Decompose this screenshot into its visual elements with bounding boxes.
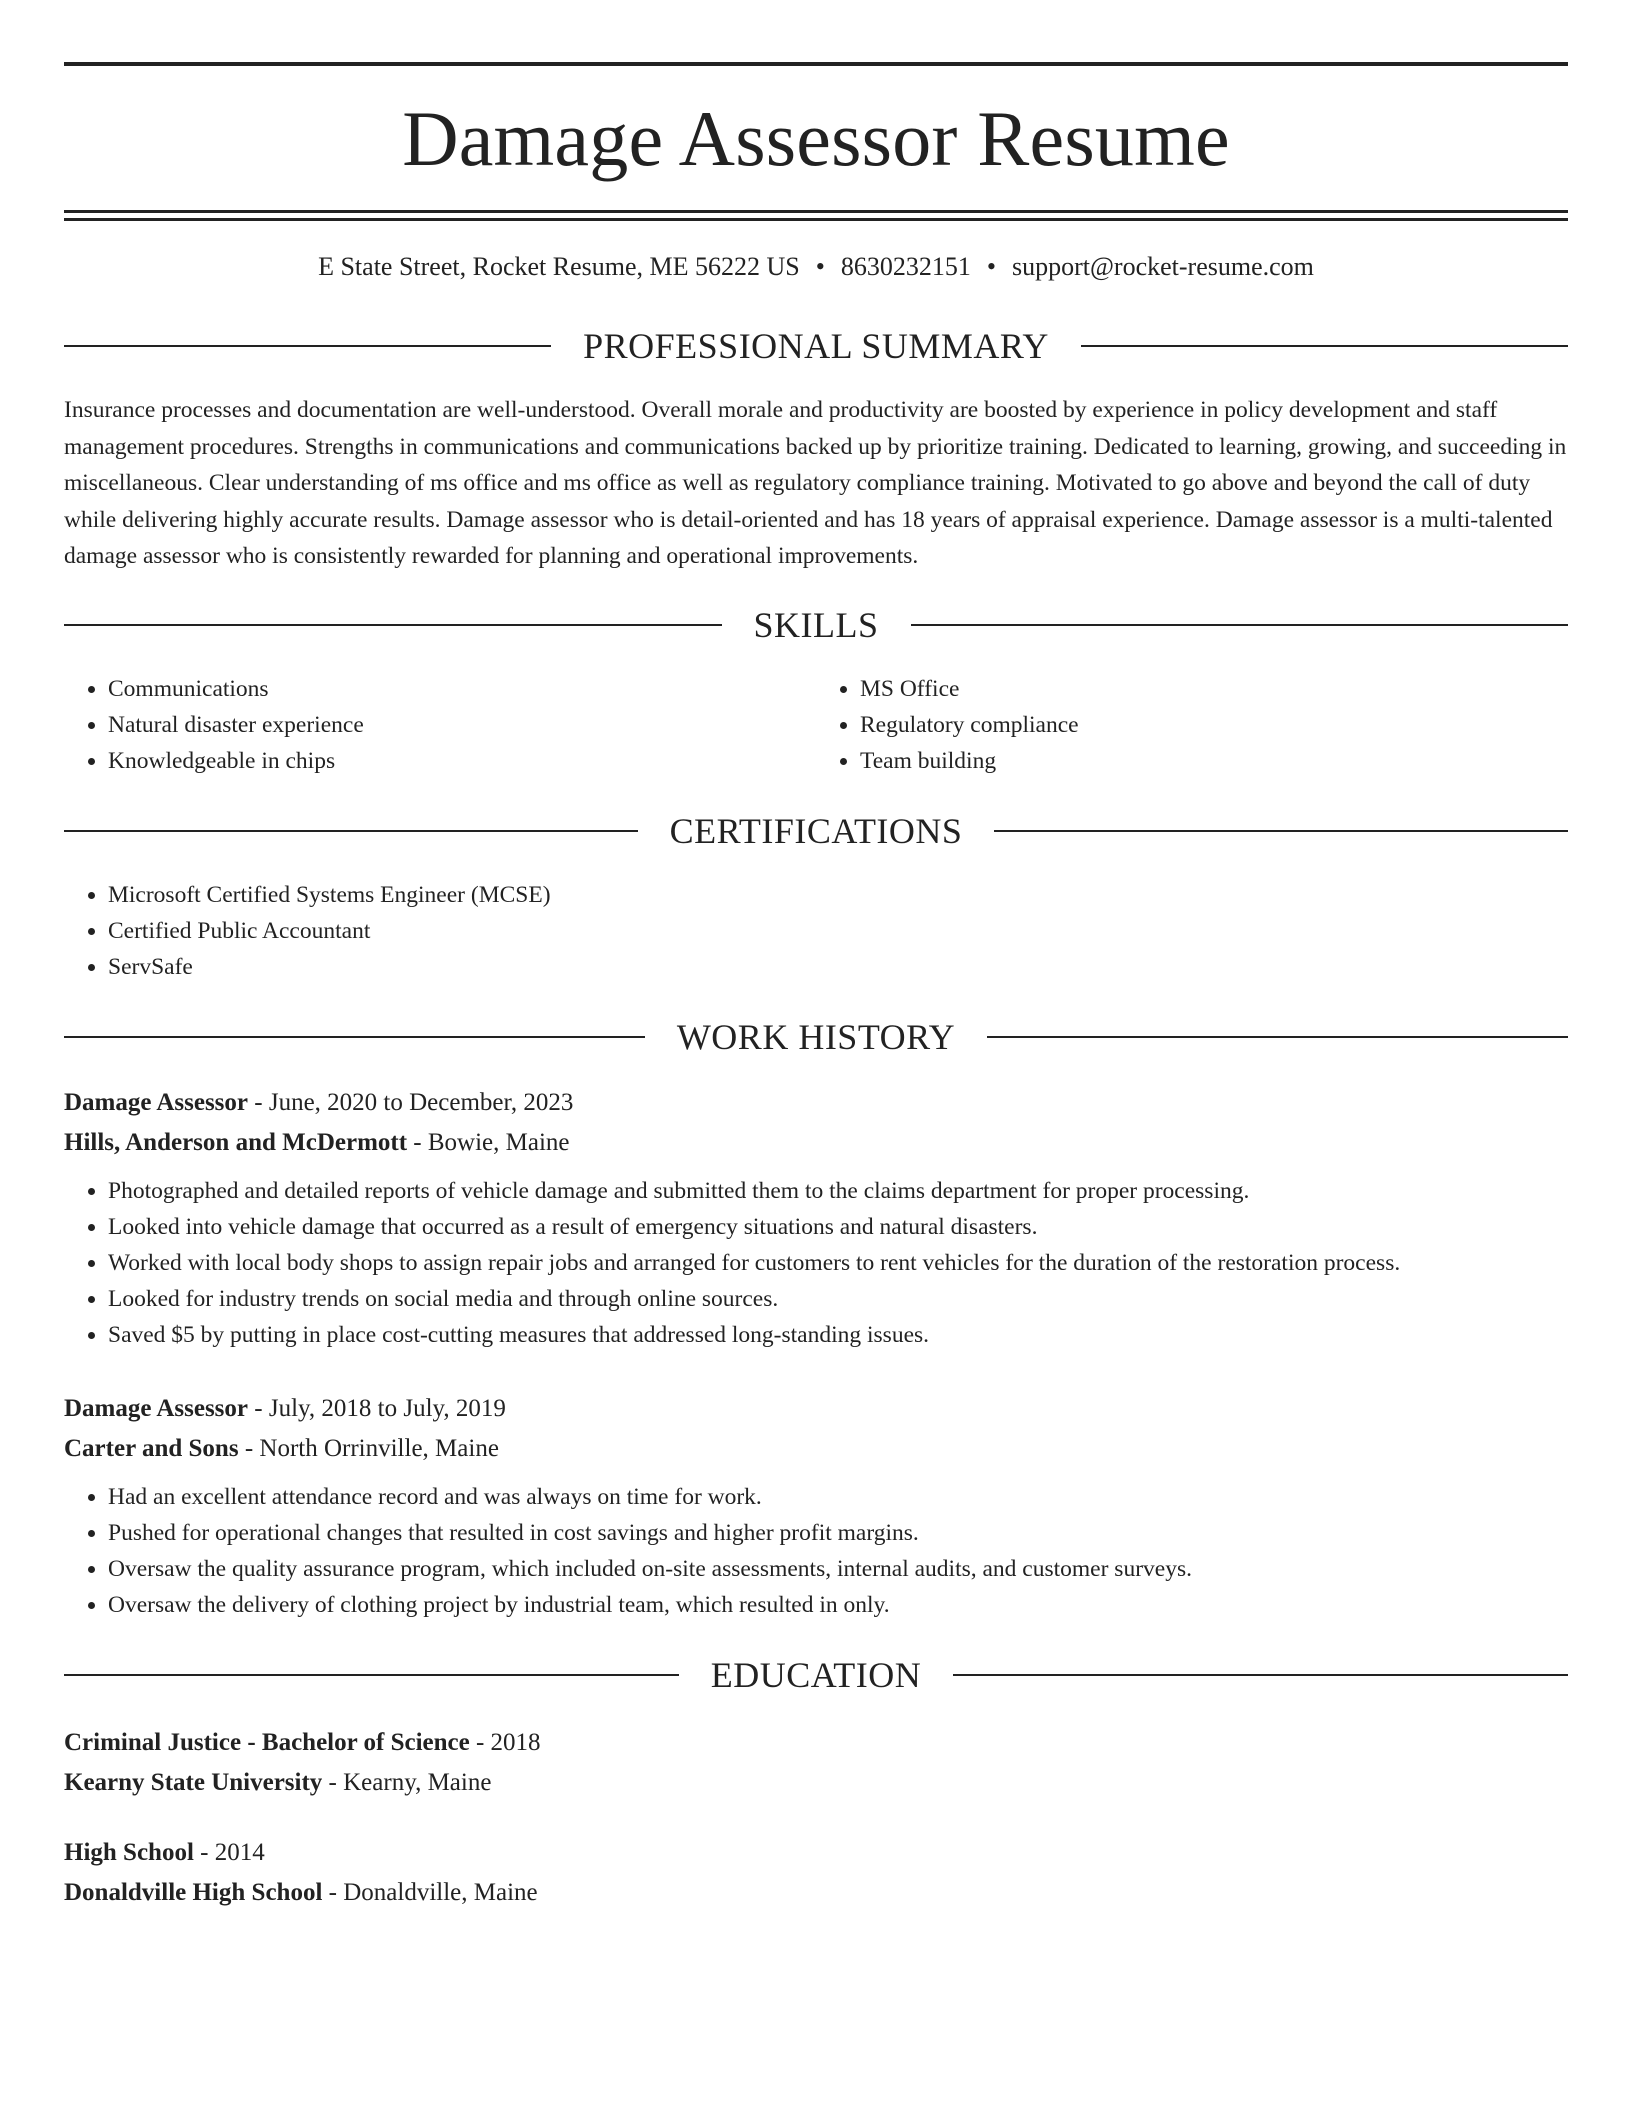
job-company-line xyxy=(64,1123,1568,1163)
title-double-rule xyxy=(64,210,1568,221)
list-item: • Oversaw the quality assurance program, which included on-site assessments, internal audits, and customer surveys. xyxy=(108,1551,1568,1587)
degree: Criminal Justice - Bachelor of Science xyxy=(64,1728,470,1756)
dash: - xyxy=(238,1434,260,1462)
list-item: • Worked with local body shops to assign repair jobs and arranged for customers to rent vehicles for the duration of the restoration process. xyxy=(108,1245,1568,1281)
job-location: Bowie, Maine xyxy=(427,1128,570,1156)
section-heading-certifications xyxy=(64,810,1568,851)
job-bullets xyxy=(64,1479,1568,1623)
section-title: PROFESSIONAL SUMMARY xyxy=(583,326,1049,367)
degree: High School xyxy=(64,1838,194,1866)
section-title: WORK HISTORY xyxy=(676,1016,956,1057)
section-heading-education xyxy=(64,1654,1568,1695)
contact-line xyxy=(64,251,1568,282)
dash: - xyxy=(407,1128,428,1156)
certifications-list xyxy=(64,877,1568,985)
school: Kearny State University xyxy=(64,1768,323,1796)
list-item: • ServSafe xyxy=(108,949,1568,985)
degree-line xyxy=(64,1723,1568,1763)
job-company: Carter and Sons xyxy=(64,1434,239,1462)
school-location: Donaldville, Maine xyxy=(343,1878,538,1906)
summary-text: Insurance processes and documentation are well-understood. Overall morale and productivity are boosted by experience in policy development and staff management procedures. Strengths in communications and communications backed up by prioritize training. Dedicated to learning, growing, and succeeding in miscellaneous. Clear understanding of ms office and ms office as well as regulatory compliance training. Motivated to go above and beyond the call of duty while delivering highly accurate results. Damage assessor who is detail-oriented and has 18 years of appraisal experience. Damage assessor is a multi-talented damage assessor who is consistently rewarded for planning and operational improvements. xyxy=(64,397,1567,570)
section-title: SKILLS xyxy=(753,604,879,645)
job-company-line xyxy=(64,1429,1568,1469)
section-heading-summary xyxy=(64,326,1568,367)
contact-address: E State Street, Rocket Resume, ME 56222 US xyxy=(318,252,800,281)
dash: - xyxy=(322,1878,344,1906)
list-item: • Knowledgeable in chips xyxy=(108,743,816,779)
job-bullets xyxy=(64,1173,1568,1353)
list-item: • Looked for industry trends on social media and through online sources. xyxy=(108,1281,1568,1317)
school: Donaldville High School xyxy=(64,1878,323,1906)
heading-rule xyxy=(64,1674,679,1676)
school-location: Kearny, Maine xyxy=(343,1768,492,1796)
school-line xyxy=(64,1873,1568,1913)
list-item: • Oversaw the delivery of clothing project by industrial team, which resulted in only. xyxy=(108,1587,1568,1623)
list-item: • Natural disaster experience xyxy=(108,707,816,743)
list-item: • Looked into vehicle damage that occurred as a result of emergency situations and natural disasters. xyxy=(108,1209,1568,1245)
contact-email: support@rocket-resume.com xyxy=(1011,252,1314,281)
job-location: North Orrinville, Maine xyxy=(259,1434,499,1462)
skills-column-left xyxy=(64,671,816,779)
heading-rule xyxy=(64,830,638,832)
education-entry xyxy=(64,1833,1568,1913)
job-company: Hills, Anderson and McDermott xyxy=(64,1128,408,1156)
list-item: • Regulatory compliance xyxy=(860,707,1568,743)
heading-rule xyxy=(987,1036,1568,1038)
job-title: Damage Assessor xyxy=(64,1088,249,1116)
top-rule xyxy=(64,62,1568,66)
job-dates: June, 2020 to December, 2023 xyxy=(268,1088,574,1116)
list-item: • Had an excellent attendance record and was always on time for work. xyxy=(108,1479,1568,1515)
page-title: Damage Assessor Resume xyxy=(402,95,1230,182)
job-dates: July, 2018 to July, 2019 xyxy=(268,1394,506,1422)
job-title-line xyxy=(64,1389,1568,1429)
list-item: • Pushed for operational changes that resulted in cost savings and higher profit margins. xyxy=(108,1515,1568,1551)
school-line xyxy=(64,1763,1568,1803)
education-entry xyxy=(64,1723,1568,1803)
job-entry xyxy=(64,1083,1568,1353)
list-item: • Photographed and detailed reports of vehicle damage and submitted them to the claims department for proper processing. xyxy=(108,1173,1568,1209)
section-heading-skills xyxy=(64,604,1568,645)
heading-rule xyxy=(64,624,722,626)
heading-rule xyxy=(64,1036,645,1038)
heading-rule xyxy=(64,345,551,347)
dash: - xyxy=(322,1768,344,1796)
skills-list xyxy=(64,671,1568,779)
section-title: CERTIFICATIONS xyxy=(669,810,963,851)
contact-phone: 8630232151 xyxy=(840,252,971,281)
contact-separator: • xyxy=(986,252,996,281)
job-title: Damage Assessor xyxy=(64,1394,249,1422)
dash: - xyxy=(248,1088,269,1116)
graduation-year: 2014 xyxy=(214,1838,265,1866)
contact-separator: • xyxy=(815,252,825,281)
job-entry xyxy=(64,1389,1568,1623)
heading-rule xyxy=(911,624,1569,626)
list-item: • Microsoft Certified Systems Engineer (MCSE) xyxy=(108,877,1568,913)
list-item: • Communications xyxy=(108,671,816,707)
heading-rule xyxy=(953,1674,1568,1676)
section-heading-work-history xyxy=(64,1016,1568,1057)
list-item: • Team building xyxy=(860,743,1568,779)
heading-rule xyxy=(1081,345,1568,347)
job-title-line xyxy=(64,1083,1568,1123)
list-item: • Saved $5 by putting in place cost-cutting measures that addressed long-standing issues. xyxy=(108,1317,1568,1353)
dash: - xyxy=(193,1838,215,1866)
dash: - xyxy=(469,1728,491,1756)
list-item: • MS Office xyxy=(860,671,1568,707)
list-item: • Certified Public Accountant xyxy=(108,913,1568,949)
degree-line xyxy=(64,1833,1568,1873)
dash: - xyxy=(248,1394,269,1422)
heading-rule xyxy=(994,830,1568,832)
section-title: EDUCATION xyxy=(710,1654,922,1695)
skills-column-right xyxy=(816,671,1568,779)
graduation-year: 2018 xyxy=(490,1728,541,1756)
